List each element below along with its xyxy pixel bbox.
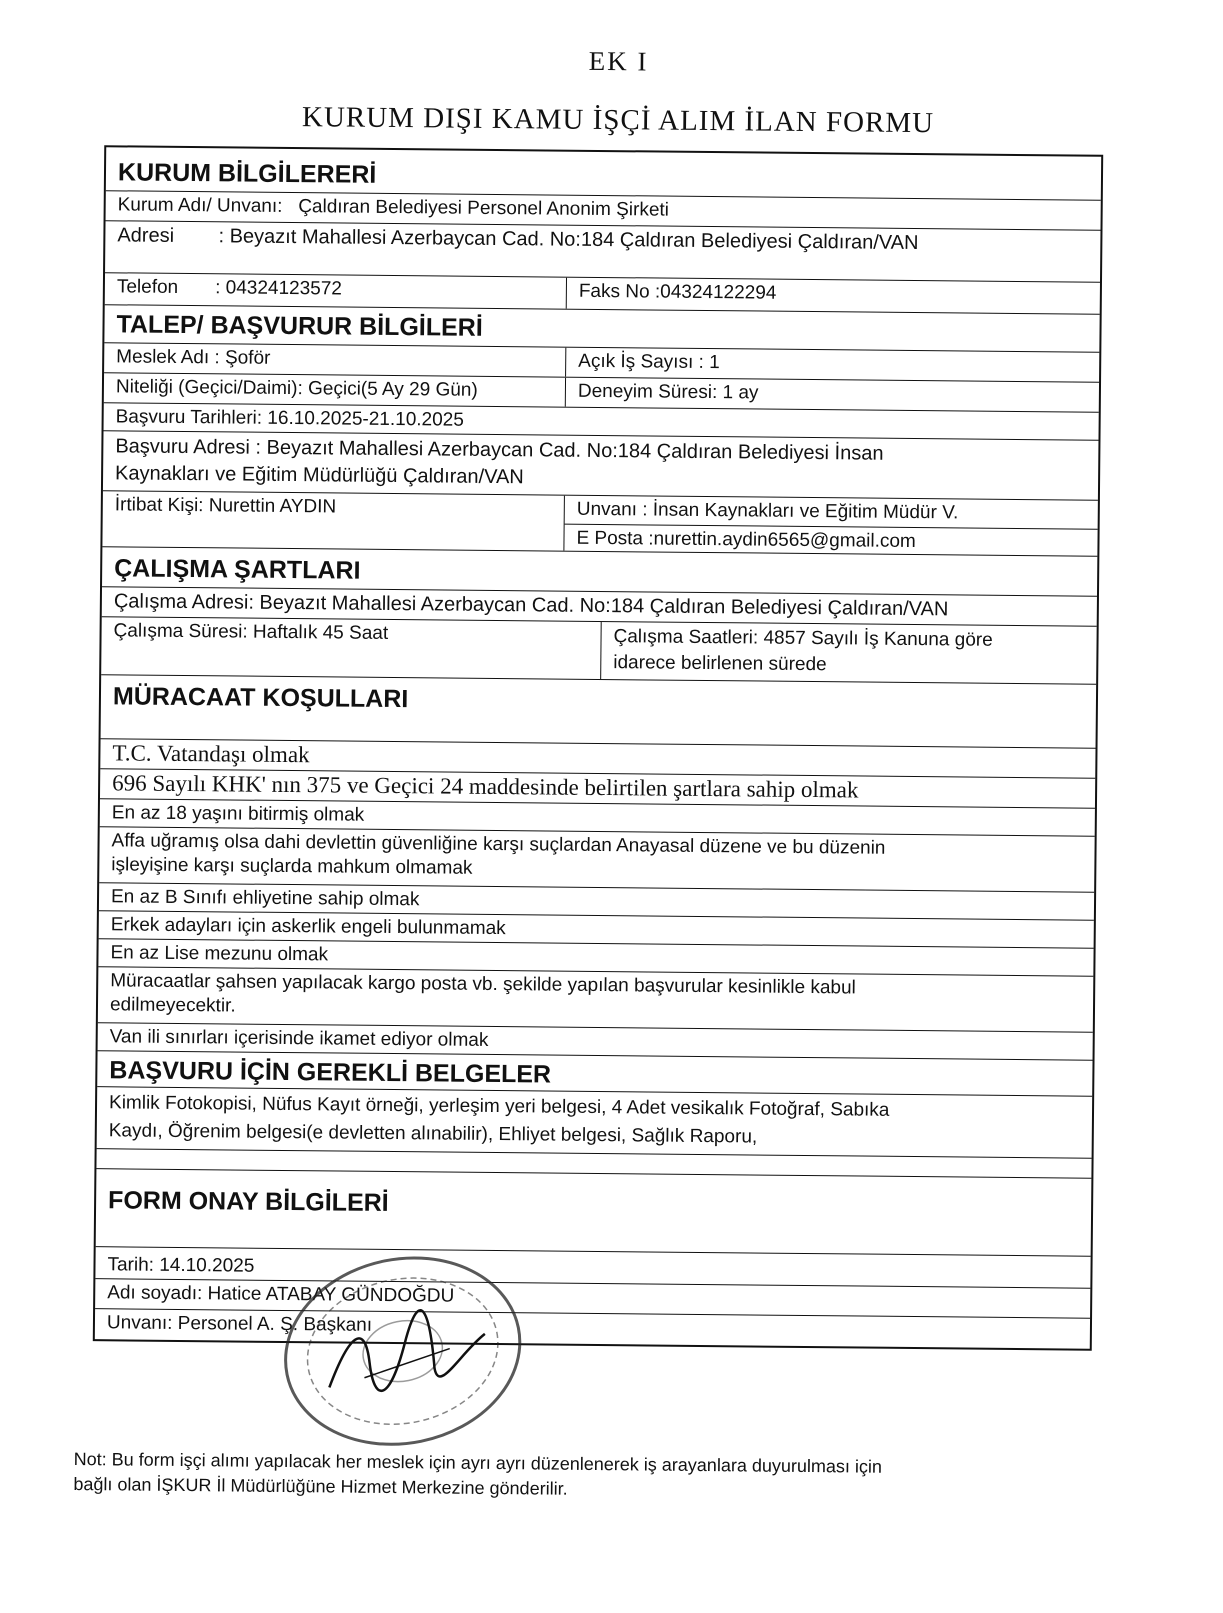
muracaat-item: T.C. Vatandaşı olmak	[100, 739, 1095, 779]
talep-basvuru-adresi-line1: Başvuru Adresi : Beyazıt Mahallesi Azerbaycan Cad. No:184 Çaldıran Belediyesi İnsan	[115, 435, 884, 465]
talep-irtibat-right	[564, 496, 1098, 556]
talep-irtibat: İrtibat Kişi: Nurettin AYDIN	[102, 491, 565, 550]
muracaat-item-line2: işleyişine karşı suçlarda mahkum olmamak	[111, 854, 473, 879]
section-heading-calisma: ÇALIŞMA ŞARTLARI	[102, 547, 1097, 597]
onay-adi-soyadi: Adı soyadı: Hatice ATABAY GÜNDOĞDU	[95, 1279, 1090, 1319]
belgeler-list	[97, 1087, 1093, 1159]
calisma-sure: Çalışma Süresi: Haftalık 45 Saat	[101, 617, 602, 679]
talep-deneyim: Deneyim Süresi: 1 ay	[577, 380, 759, 404]
muracaat-item: 696 Sayılı KHK' nın 375 ve Geçici 24 maddesinde belirtilen şartlara sahip olmak	[100, 769, 1095, 809]
section-heading-talep: TALEP/ BAŞVURUR BİLGİLERİ	[104, 305, 1099, 353]
muracaat-item-line1: Affa uğramış olsa dahi devlettin güvenliğine karşı suçlardan Anayasal düzene ve bu düzenin	[111, 830, 886, 859]
kurum-adres: Adresi : Beyazıt Mahallesi Azerbaycan Cad. No:184 Çaldıran Belediyesi Çaldıran/VAN	[105, 221, 1100, 283]
onay-unvan: Unvanı: Personel A. Ş. Başkanı	[106, 1312, 373, 1336]
muracaat-item: Erkek adayları için askerlik engeli bulunmamak	[99, 911, 1094, 949]
muracaat-item: En az 18 yaşını bitirmiş olmak	[100, 799, 1095, 837]
muracaat-item-line2: edilmeyecektir.	[109, 994, 236, 1017]
talep-unvan: Unvanı : İnsan Kaynakları ve Eğitim Müdür V.	[565, 496, 1098, 530]
section-heading-onay: FORM ONAY BİLGİLERİ	[96, 1169, 1092, 1257]
talep-basvuru-adresi-line2: Kaynakları ve Eğitim Müdürlüğü Çaldıran/VAN	[115, 462, 524, 489]
muracaat-item: En az Lise mezunu olmak	[98, 939, 1093, 977]
talep-acik-is: Açık İş Sayısı : 1	[578, 350, 720, 374]
section-heading-muracaat: MÜRACAAT KOŞULLARI	[101, 675, 1097, 749]
muracaat-item: Van ili sınırları içerisinde ikamet ediyor olmak	[98, 1023, 1093, 1061]
talep-basvuru-adresi	[103, 431, 1099, 501]
talep-tarihler: Başvuru Tarihleri: 16.10.2025-21.10.2025	[104, 403, 1099, 441]
kurum-telefon: Telefon : 04324123572	[105, 273, 567, 308]
belgeler-line2: Kaydı, Öğrenim belgesi(e devletten alınabilir), Ehliyet belgesi, Sağlık Raporu,	[108, 1120, 758, 1148]
muracaat-item	[99, 827, 1094, 893]
section-heading-belgeler: BAŞVURU İÇİN GEREKLİ BELGELER	[97, 1051, 1092, 1097]
kurum-adi: Kurum Adı/ Unvanı: Çaldıran Belediyesi Personel Anonim Şirketi	[106, 191, 1101, 231]
footer-note	[73, 1447, 1073, 1507]
calisma-saatler-line2: idarece belirlenen sürede	[613, 652, 827, 676]
muracaat-item-line1: Müracaatlar şahsen yapılacak kargo posta vb. şekilde yapılan başvurular kesinlikle kabul	[110, 970, 856, 999]
onay-tarih: Tarih: 14.10.2025	[95, 1247, 1090, 1289]
talep-eposta: E Posta :nurettin.aydin6565@gmail.com	[576, 527, 916, 553]
muracaat-item: En az B Sınıfı ehliyetine sahip olmak	[99, 883, 1094, 921]
muracaat-item	[98, 967, 1093, 1033]
calisma-saatler-line1: Çalışma Saatleri: 4857 Sayılı İş Kanuna göre	[613, 626, 993, 651]
footer-note-line1: Not: Bu form işçi alımı yapılacak her meslek için ayrı ayrı düzenlenerek iş arayanlara duyurulması için	[73, 1448, 883, 1477]
calisma-adres: Çalışma Adresi: Beyazıt Mahallesi Azerbaycan Cad. No:184 Çaldıran Belediyesi Çaldıran/VAN	[102, 587, 1097, 627]
section-heading-kurum: KURUM BİLGİLERERİ	[106, 147, 1101, 201]
belgeler-line1: Kimlik Fotokopisi, Nüfus Kayıt örneği, yerleşim yeri belgesi, 4 Adet vesikalık Fotoğraf, Sabıka	[108, 1092, 890, 1121]
talep-niteligi: Niteliği (Geçici/Daimi): Geçici(5 Ay 29 Gün)	[104, 373, 566, 406]
calisma-saatler	[601, 622, 1097, 684]
kurum-faks: Faks No :04324122294	[578, 280, 777, 304]
annex-label: EK I	[588, 45, 649, 77]
handwritten-signature-icon	[309, 1292, 510, 1414]
talep-irtibat-row	[102, 491, 1097, 557]
calisma-sure-row	[101, 617, 1097, 685]
talep-meslek: Meslek Adı : Şoför	[104, 343, 566, 376]
form-table	[93, 145, 1103, 1351]
footer-note-line2: bağlı olan İŞKUR İl Müdürlüğüne Hizmet Merkezine gönderilir.	[73, 1473, 568, 1499]
form-title: KURUM DIŞI KAMU İŞÇİ ALIM İLAN FORMU	[301, 101, 935, 140]
